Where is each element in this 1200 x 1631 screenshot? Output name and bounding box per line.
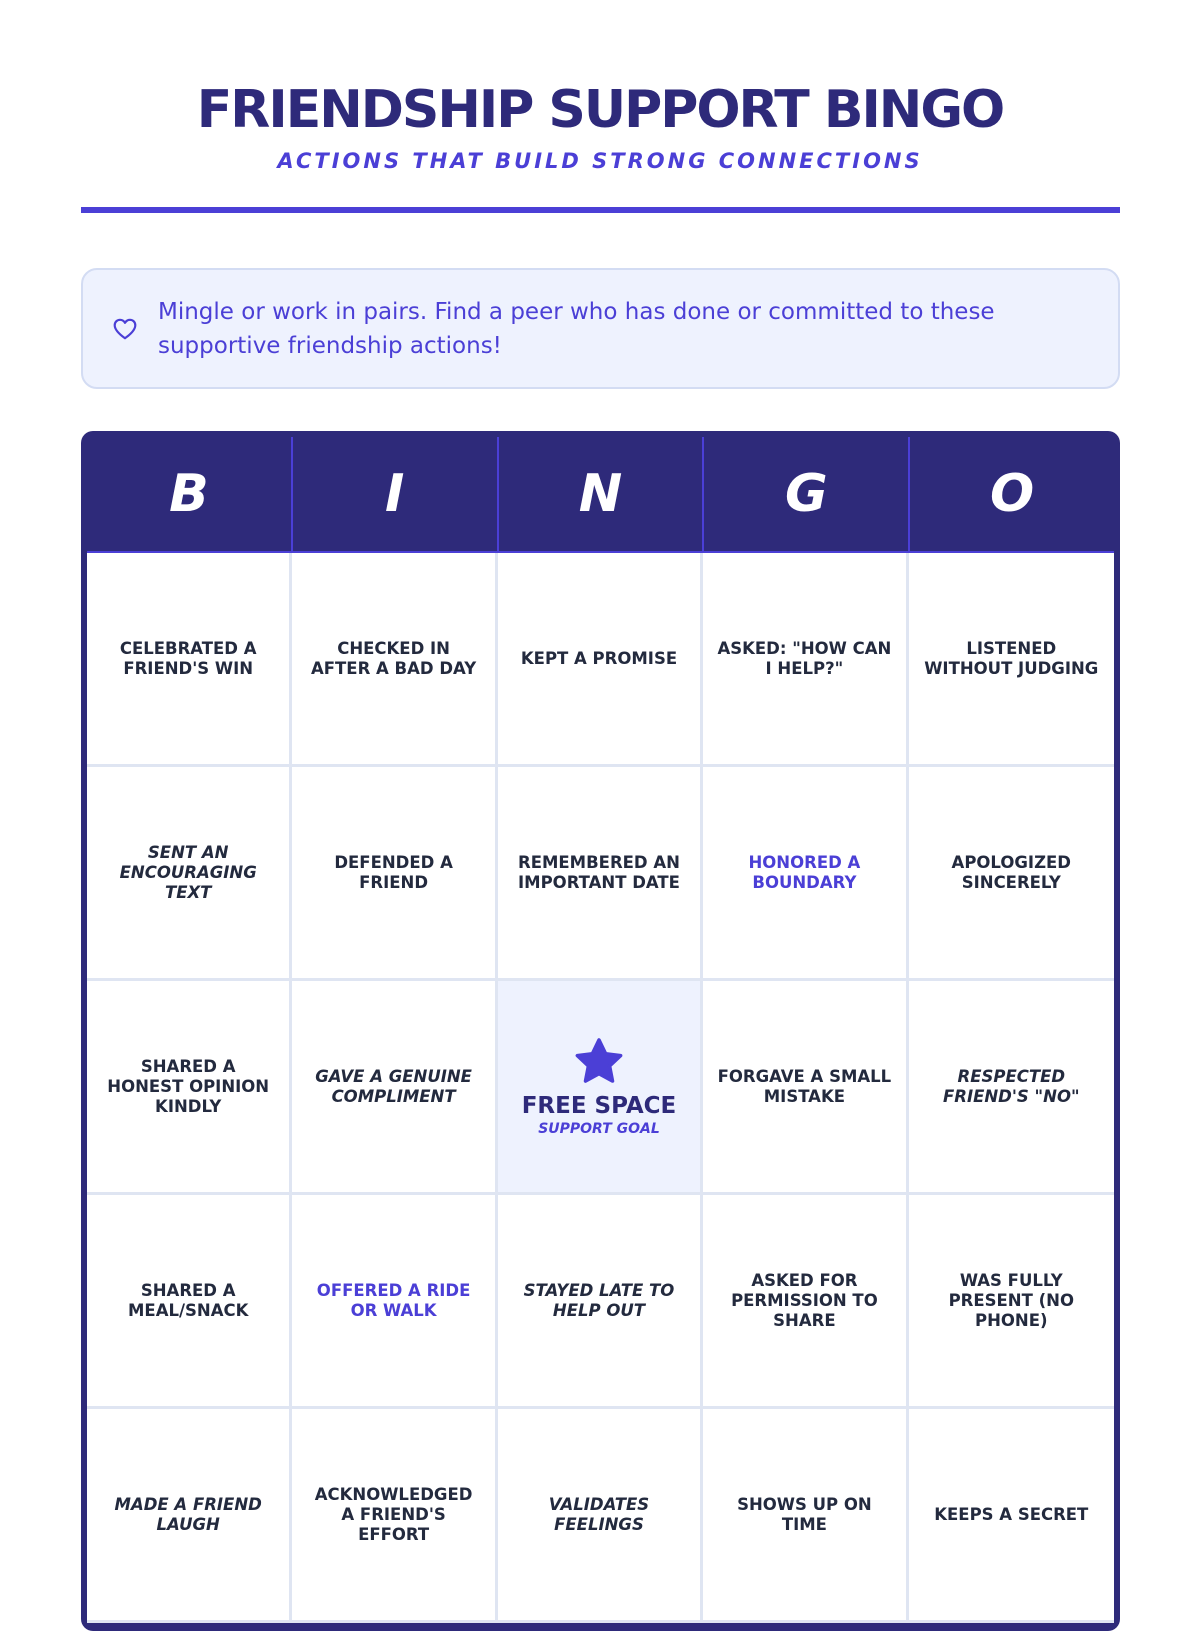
bingo-letter-b: B <box>87 437 293 551</box>
bingo-cell[interactable]: DEFENDED A FRIEND <box>292 767 497 981</box>
bingo-cell[interactable]: STAYED LATE TO HELP OUT <box>498 1195 703 1409</box>
free-space-cell[interactable] <box>498 981 703 1195</box>
bingo-cell[interactable]: FORGAVE A SMALL MISTAKE <box>703 981 908 1195</box>
bingo-letter-o: O <box>989 464 1035 524</box>
bingo-letter-g: G <box>704 437 910 551</box>
bingo-cell[interactable]: OFFERED A RIDE OR WALK <box>292 1195 497 1409</box>
bingo-cell[interactable]: ASKED FOR PERMISSION TO SHARE <box>703 1195 908 1409</box>
bingo-cell[interactable]: REMEMBERED AN IMPORTANT DATE <box>498 767 703 981</box>
bingo-cell[interactable]: APOLOGIZED SINCERELY <box>909 767 1114 981</box>
bingo-cell[interactable]: VALIDATES FEELINGS <box>498 1409 703 1623</box>
bingo-cell[interactable]: RESPECTED FRIEND'S "NO" <box>909 981 1114 1195</box>
page-header <box>80 78 1120 174</box>
bingo-cell[interactable]: CHECKED IN AFTER A BAD DAY <box>292 553 497 767</box>
bingo-cell[interactable]: WAS FULLY PRESENT (NO PHONE) <box>909 1195 1114 1409</box>
bingo-cell[interactable]: SHARED A MEAL/SNACK <box>87 1195 292 1409</box>
star-icon <box>573 1036 625 1088</box>
bingo-cell[interactable]: ACKNOWLEDGED A FRIEND'S EFFORT <box>292 1409 497 1623</box>
bingo-cell[interactable]: CELEBRATED A FRIEND'S WIN <box>87 553 292 767</box>
bingo-cell[interactable]: SENT AN ENCOURAGING TEXT <box>87 767 292 981</box>
free-space-sublabel: SUPPORT GOAL <box>538 1120 660 1137</box>
header-divider <box>81 207 1120 213</box>
page-title: FRIENDSHIP SUPPORT BINGO <box>196 80 1004 140</box>
instructions-text: Mingle or work in pairs. Find a peer who has done or committed to these supportive friendship actions! <box>158 298 995 359</box>
bingo-header-row <box>87 437 1114 553</box>
free-space-label: FREE SPACE <box>521 1092 677 1119</box>
bingo-cell[interactable]: GAVE A GENUINE COMPLIMENT <box>292 981 497 1195</box>
bingo-board <box>81 431 1120 1631</box>
bingo-cell[interactable]: KEPT A PROMISE <box>498 553 703 767</box>
bingo-cell[interactable]: KEEPS A SECRET <box>909 1409 1114 1623</box>
bingo-cell[interactable]: SHARED A HONEST OPINION KINDLY <box>87 981 292 1195</box>
bingo-letter-n: N <box>499 437 705 551</box>
bingo-cell[interactable]: ASKED: "HOW CAN I HELP?" <box>703 553 908 767</box>
heart-icon <box>112 316 138 342</box>
page-subtitle: ACTIONS THAT BUILD STRONG CONNECTIONS <box>277 149 923 173</box>
bingo-cell[interactable]: MADE A FRIEND LAUGH <box>87 1409 292 1623</box>
bingo-letter-i: I <box>293 437 499 551</box>
bingo-cell[interactable]: HONORED A BOUNDARY <box>703 767 908 981</box>
bingo-grid <box>87 553 1114 1623</box>
bingo-cell[interactable]: SHOWS UP ON TIME <box>703 1409 908 1623</box>
instructions-panel <box>81 268 1120 389</box>
bingo-cell[interactable]: LISTENED WITHOUT JUDGING <box>909 553 1114 767</box>
